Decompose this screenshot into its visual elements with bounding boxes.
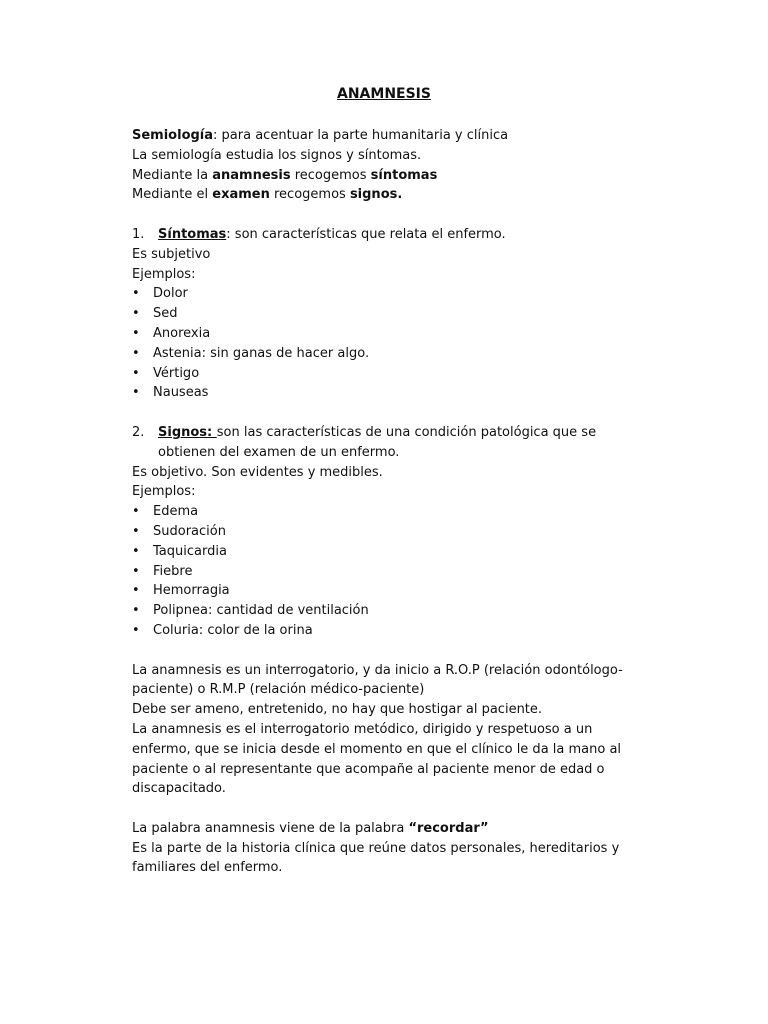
section-1-list	[132, 284, 632, 403]
intro-line-1	[132, 126, 632, 146]
term-sintomas: síntomas	[370, 167, 438, 183]
term-anamnesis: anamnesis	[212, 167, 291, 183]
term-signos: signos.	[349, 187, 403, 203]
section-1-term: Síntomas	[158, 226, 227, 242]
paragraph-line-text: La palabra anamnesis viene de la palabra	[132, 820, 409, 836]
list-item: • Edema	[132, 502, 632, 522]
intro-line-4-a: Mediante el	[132, 187, 213, 203]
intro-line-1-text: : para acentuar la parte humanitaria y clínica	[213, 128, 509, 143]
spacer	[132, 403, 632, 423]
section-1-number: 1.	[132, 226, 145, 242]
section-2-heading	[132, 423, 632, 443]
paragraph-recordar	[132, 819, 632, 878]
section-2-line-3: Es objetivo. Son evidentes y medibles.	[132, 464, 383, 480]
paragraph-line: paciente o al representante que acompañe al paciente menor de edad o	[132, 761, 605, 777]
paragraph-line: paciente) o R.M.P (relación médico-paciente)	[132, 682, 425, 698]
list-item: • Sed	[132, 304, 632, 324]
spacer	[132, 799, 632, 819]
page-title: ANAMNESIS	[337, 86, 431, 102]
paragraph-line: Es la parte de la historia clínica que reúne datos personales, hereditarios y	[132, 840, 620, 856]
paragraph-line: Debe ser ameno, entretenido, no hay que hostigar al paciente.	[132, 702, 543, 718]
list-item: • Sudoración	[132, 522, 632, 542]
intro-line-3-a: Mediante la	[132, 167, 213, 183]
term-semiologia: Semiología	[132, 128, 214, 143]
spacer	[132, 641, 632, 661]
list-item: • Nauseas	[132, 383, 632, 403]
section-1-text: : son características que relata el enfermo.	[226, 226, 506, 242]
list-item: • Coluria: color de la orina	[132, 621, 632, 641]
section-2-line-4: Ejemplos:	[132, 484, 196, 500]
paragraph-line: familiares del enfermo.	[132, 860, 283, 876]
section-2-list	[132, 502, 632, 641]
term-examen: examen	[212, 187, 270, 203]
paragraph-line	[132, 819, 632, 839]
intro-line-4	[132, 185, 632, 205]
list-item: • Anorexia	[132, 324, 632, 344]
paragraph-anamnesis	[132, 661, 632, 800]
intro-line-2: La semiología estudia los signos y síntomas.	[132, 147, 422, 163]
paragraph-line: enfermo, que se inicia desde el momento en que el clínico le da la mano al	[132, 741, 622, 757]
section-1-line-3: Ejemplos:	[132, 266, 196, 282]
paragraph-line: discapacitado.	[132, 781, 226, 797]
list-item: • Astenia: sin ganas de hacer algo.	[132, 344, 632, 364]
list-item: • Fiebre	[132, 562, 632, 582]
paragraph-line: La anamnesis es un interrogatorio, y da inicio a R.O.P (relación odontólogo-	[132, 662, 623, 678]
list-item: • Vértigo	[132, 364, 632, 384]
section-2-text: son las características de una condición patológica que se	[216, 424, 597, 440]
section-2-line-2	[132, 443, 632, 463]
spacer	[132, 205, 632, 225]
paragraph-line: La anamnesis es el interrogatorio metódico, dirigido y respetuoso a un	[132, 721, 593, 737]
intro-line-3	[132, 166, 632, 186]
list-item: • Taquicardia	[132, 542, 632, 562]
section-2-text-cont: obtienen del examen de un enfermo.	[158, 444, 400, 460]
list-item: • Hemorragia	[132, 581, 632, 601]
section-1-line-2: Es subjetivo	[132, 246, 211, 262]
term-recordar: “recordar”	[408, 820, 489, 836]
section-1-heading	[132, 225, 632, 245]
document-body	[132, 126, 632, 878]
intro-line-4-c: recogemos	[269, 187, 350, 203]
list-item: • Polipnea: cantidad de ventilación	[132, 601, 632, 621]
section-2-term: Signos:	[158, 424, 217, 440]
intro-line-3-c: recogemos	[290, 167, 371, 183]
section-2-number: 2.	[132, 424, 145, 440]
list-item: • Dolor	[132, 284, 632, 304]
